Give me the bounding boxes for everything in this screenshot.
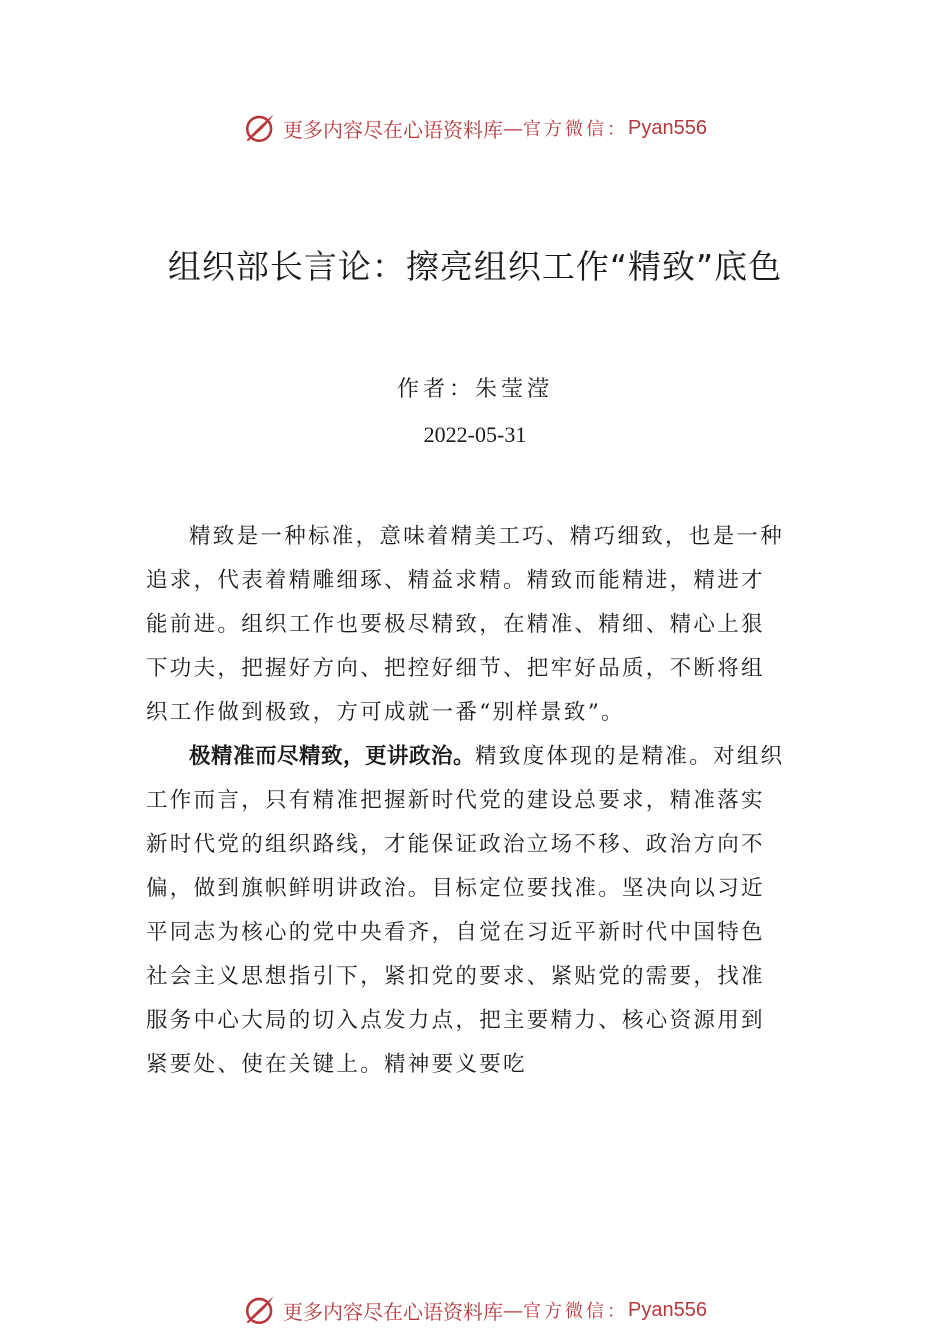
paragraph-2-text: 精致度体现的是精准。对组织工作而言，只有精准把握新时代党的建设总要求，精准落实新时代党的组织路线，才能保证政治立场不移、政治方向不偏，做到旗帜鲜明讲政治。目标定位要找准。坚决向以习近平同志为核心的党中央看齐，自觉在习近平新时代中国特色社会主义思想指引下，紧扣党的要求、紧贴党的需要，找准服务中心大局的切入点发力点，把主要精力、核心资源用到紧要处、使在关键上。精神要义要吃	[146, 744, 785, 1077]
header-banner	[0, 108, 950, 148]
quill-logo-icon	[243, 1293, 277, 1327]
footer-banner	[0, 1290, 950, 1330]
paragraph-2	[146, 735, 786, 1087]
banner-wechat-id: Pyan556	[628, 1298, 707, 1321]
banner-separator: —	[503, 116, 524, 140]
paragraph-1-text: 精致是一种标准，意味着精美工巧、精巧细致，也是一种追求，代表着精雕细琢、精益求精。精致而能精进，精进才能前进。组织工作也要极尽精致，在精准、精细、精心上狠下功夫，把握好方向、把控好细节、把牢好品质，不断将组织工作做到极致，方可成就一番“别样景致”。	[146, 524, 785, 725]
banner-wechat-id: Pyan556	[628, 116, 707, 139]
article-author: 作者：朱莹滢	[396, 377, 553, 402]
banner-wechat-label: 官方微信：	[523, 119, 629, 140]
paragraph-2-lead: 极精准而尽精致，更讲政治。	[189, 744, 476, 769]
article-body	[146, 515, 786, 1087]
article-title: 组织部长言论：擦亮组织工作“精致”底色	[167, 247, 783, 286]
banner-text: 更多内容尽在心语资料库	[283, 117, 504, 142]
paragraph-1	[146, 515, 786, 735]
quill-logo-icon	[243, 111, 277, 145]
banner-wechat-label: 官方微信：	[523, 1301, 629, 1322]
banner-text: 更多内容尽在心语资料库	[283, 1299, 504, 1324]
article-date: 2022-05-31	[423, 422, 527, 447]
banner-separator: —	[503, 1298, 524, 1322]
